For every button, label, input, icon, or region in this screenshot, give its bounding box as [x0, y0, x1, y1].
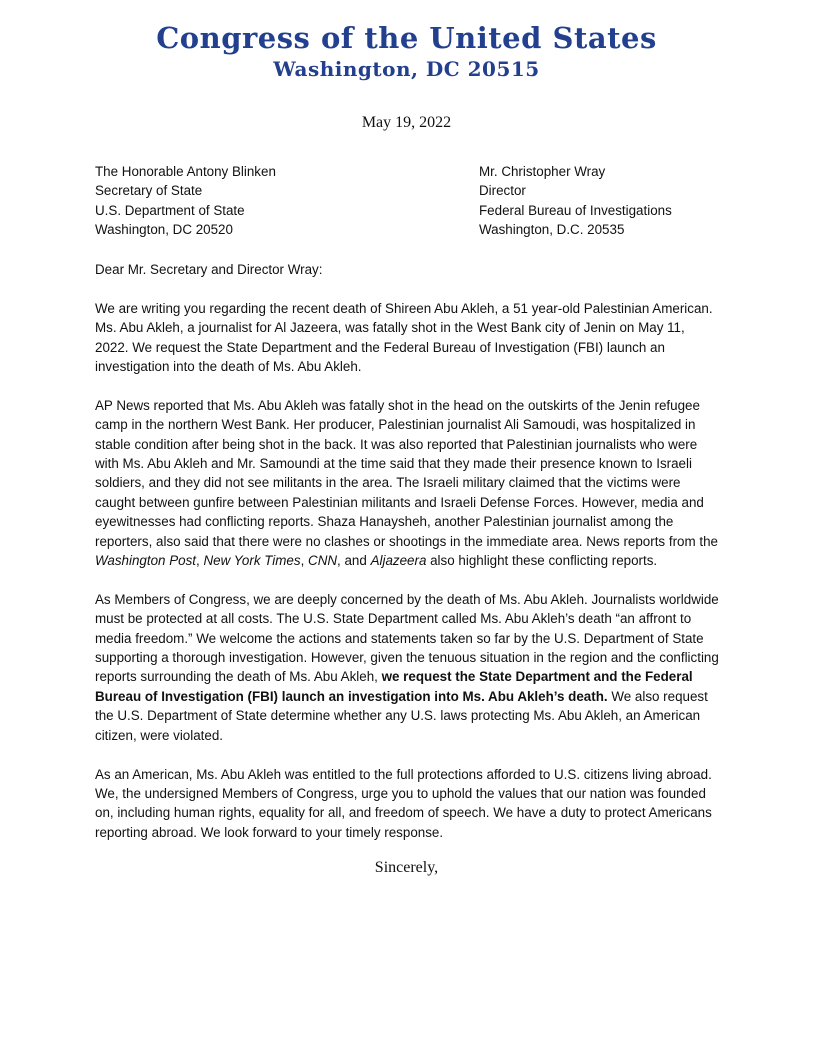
paragraph-3-text: As Members of Congress, we are deeply concerned by the death of Ms. Abu Akleh. Journalists worldwide must be protected at all costs. The U.S. State Department called Ms. Abu Akleh’s death “an affront to media freedom.” We welcome the actions and statements taken so far by the U.S. Department of State supporting a thorough investigation. However, given the tenuous situation in the region and the conflicting reports surrounding the death of Ms. Abu Akleh, [95, 591, 719, 685]
paragraph-4: As an American, Ms. Abu Akleh was entitled to the full protections afforded to U.S. citizens living abroad. We, the undersigned Members of Congress, urge you to uphold the values that our nation was founded on, including human rights, equality for all, and freedom of speech. We have a duty to protect Americans reporting abroad. We look forward to your timely response. [95, 766, 712, 840]
letter-body [95, 260, 721, 862]
paragraph-1: We are writing you regarding the recent death of Shireen Abu Akleh, a 51 year-old Palestinian American. Ms. Abu Akleh, a journalist for Al Jazeera, was fatally shot in the West Bank city of Jenin on May 11, 2022. We request the State Department and the Federal Bureau of Investigation (FBI) launch an investigation into the death of Ms. Abu Akleh. [95, 300, 713, 375]
paragraph-2 [95, 396, 721, 571]
letterhead-title: Congress of the United States [156, 21, 657, 55]
salutation: Dear Mr. Secretary and Director Wray: [95, 262, 323, 277]
closing: Sincerely, [374, 859, 439, 876]
letterhead-location: Washington, DC 20515 [273, 57, 540, 81]
outlet-washington-post: Washington Post [95, 553, 196, 569]
recipient-city: Washington, DC 20520 [95, 222, 233, 238]
letter-date: May 19, 2022 [361, 114, 452, 131]
letterhead [0, 20, 813, 82]
outlet-new-york-times: New York Times [203, 553, 301, 569]
separator: , [196, 553, 204, 569]
separator: , [300, 553, 309, 569]
recipient-name: The Honorable Antony Blinken [95, 164, 276, 179]
recipient-org: U.S. Department of State [95, 202, 245, 218]
recipient-city: Washington, D.C. 20535 [479, 222, 625, 238]
separator: , and [337, 553, 371, 569]
recipient-name: Mr. Christopher Wray [479, 164, 606, 179]
paragraph-3 [95, 590, 721, 745]
recipient-address-left [95, 162, 425, 240]
paragraph-2-end: also highlight these conflicting reports. [426, 553, 658, 569]
recipient-address-right [479, 162, 779, 240]
paragraph-3-request: we request the State Department and the Federal Bureau of Investigation (FBI) launch an investigation into Ms. Abu Akleh’s death. [95, 669, 693, 704]
recipient-title: Director [479, 183, 526, 199]
paragraph-2-text: AP News reported that Ms. Abu Akleh was fatally shot in the head on the outskirts of the Jenin refugee camp in the northern West Bank. Her producer, Palestinian journalist Ali Samoudi, was hospitalized in stable condition after being shot in the back. It was also reported that Palestinian journalists who were with Ms. Abu Akleh and Mr. Samoundi at the time said that they made their presence known to Israeli soldiers, and they did not see militants in the area. The Israeli military claimed that the victims were caught between gunfire between Palestinian militants and Israeli Defense Forces. However, media and eyewitnesses had conflicting reports. Shaza Hanaysheh, another Palestinian journalist among the reporters, also said that there were no clashes or shootings in the immediate area. News reports from the [95, 397, 718, 549]
recipient-org: Federal Bureau of Investigations [479, 202, 672, 218]
paragraph-3-end: We also request the U.S. Department of State determine whether any U.S. laws protecting Ms. Abu Akleh, an American citizen, were violated. [95, 688, 708, 743]
recipient-title: Secretary of State [95, 183, 203, 199]
outlet-cnn: CNN [308, 553, 338, 569]
outlet-aljazeera: Aljazeera [370, 553, 427, 569]
